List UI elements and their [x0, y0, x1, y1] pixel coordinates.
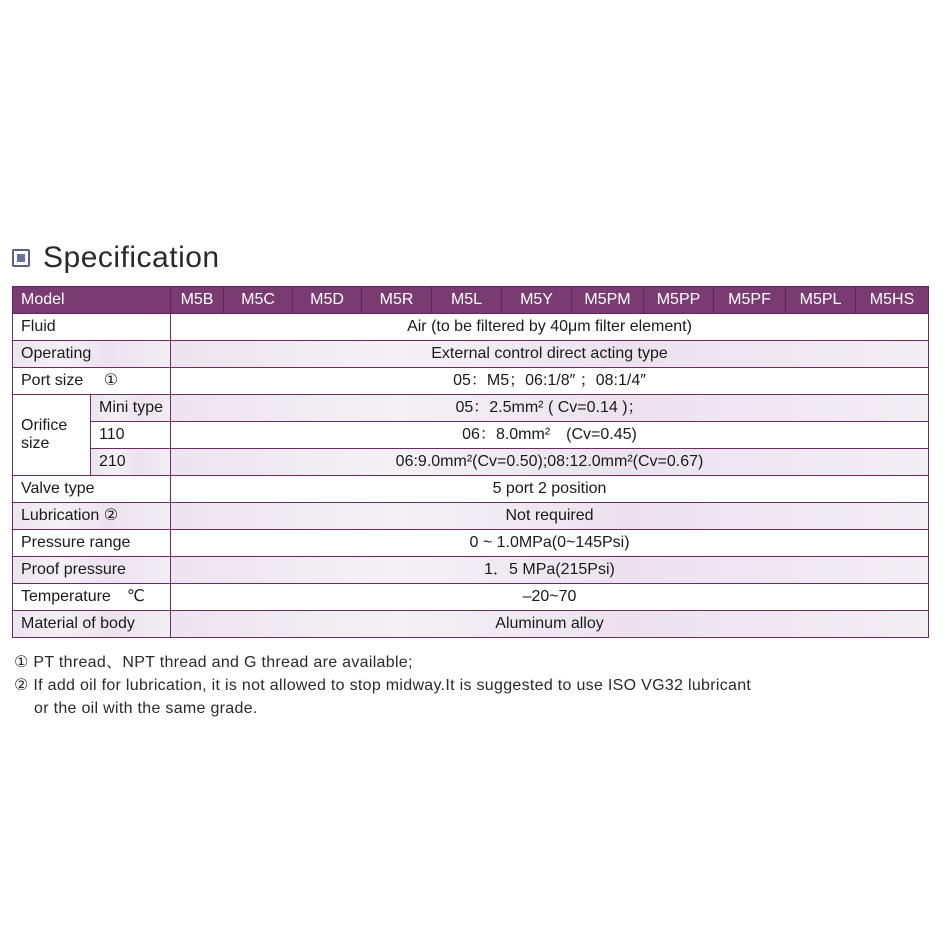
- model-header: M5PP: [644, 287, 714, 314]
- table-row-temperature: [13, 584, 929, 611]
- table-row-port-size: [13, 368, 929, 395]
- footnote-2-continued: or the oil with the same grade.: [34, 700, 258, 717]
- row-label: Material of body: [13, 611, 171, 638]
- row-value: –20~70: [171, 584, 929, 611]
- row-label: Pressure range: [13, 530, 171, 557]
- row-value: 5 port 2 position: [171, 476, 929, 503]
- model-header: M5PF: [714, 287, 786, 314]
- row-value: Not required: [171, 503, 929, 530]
- model-header: M5HS: [856, 287, 929, 314]
- row-value: 05：M5；06:1/8″ ；08:1/4″: [171, 368, 929, 395]
- table-row-lubrication: [13, 503, 929, 530]
- model-header: M5B: [171, 287, 224, 314]
- row-sublabel: Mini type: [91, 395, 171, 422]
- footnotes: [14, 651, 929, 720]
- row-value: 1．5 MPa(215Psi): [171, 557, 929, 584]
- row-value: Air (to be filtered by 40μm filter element): [171, 314, 929, 341]
- row-sublabel: 210: [91, 449, 171, 476]
- row-label: Fluid: [13, 314, 171, 341]
- model-header: M5R: [362, 287, 432, 314]
- orifice-size-label: Orifice size: [13, 395, 91, 476]
- table-row-orifice-mini: [13, 395, 929, 422]
- section-heading: [12, 238, 220, 278]
- table-row-pressure-range: [13, 530, 929, 557]
- row-value: Aluminum alloy: [171, 611, 929, 638]
- row-sublabel: 110: [91, 422, 171, 449]
- row-value: 06：8.0mm² (Cv=0.45): [171, 422, 929, 449]
- row-value: 05：2.5mm² ( Cv=0.14 )；: [171, 395, 929, 422]
- model-header: M5C: [224, 287, 293, 314]
- square-bullet-icon: [12, 249, 30, 267]
- section-title: Specification: [43, 241, 220, 274]
- table-row-valve-type: [13, 476, 929, 503]
- footnote-1: ① PT thread、NPT thread and G thread are available;: [14, 654, 413, 671]
- specification-table: [12, 286, 929, 638]
- table-row-orifice-210: [13, 449, 929, 476]
- row-value: External control direct acting type: [171, 341, 929, 368]
- table-row-material: [13, 611, 929, 638]
- table-row-proof-pressure: [13, 557, 929, 584]
- row-label: Proof pressure: [13, 557, 171, 584]
- model-header: M5D: [293, 287, 362, 314]
- table-row-orifice-110: [13, 422, 929, 449]
- header-label: Model: [13, 287, 171, 314]
- model-header: M5PM: [572, 287, 644, 314]
- row-value: 06:9.0mm²(Cv=0.50);08:12.0mm²(Cv=0.67): [171, 449, 929, 476]
- row-label: Operating: [13, 341, 171, 368]
- table-row-fluid: [13, 314, 929, 341]
- row-label: Valve type: [13, 476, 171, 503]
- model-header: M5Y: [502, 287, 572, 314]
- model-header: M5PL: [786, 287, 856, 314]
- row-value: 0 ~ 1.0MPa(0~145Psi): [171, 530, 929, 557]
- model-header: M5L: [432, 287, 502, 314]
- row-label: Temperature ℃: [13, 584, 171, 611]
- table-header-row: [13, 287, 929, 314]
- footnote-2: ② If add oil for lubrication, it is not allowed to stop midway.It is suggested to use ISO VG32 lubricant: [14, 677, 752, 694]
- row-label: Lubrication ②: [13, 503, 171, 530]
- table-row-operating: [13, 341, 929, 368]
- row-label: Port size ①: [13, 368, 171, 395]
